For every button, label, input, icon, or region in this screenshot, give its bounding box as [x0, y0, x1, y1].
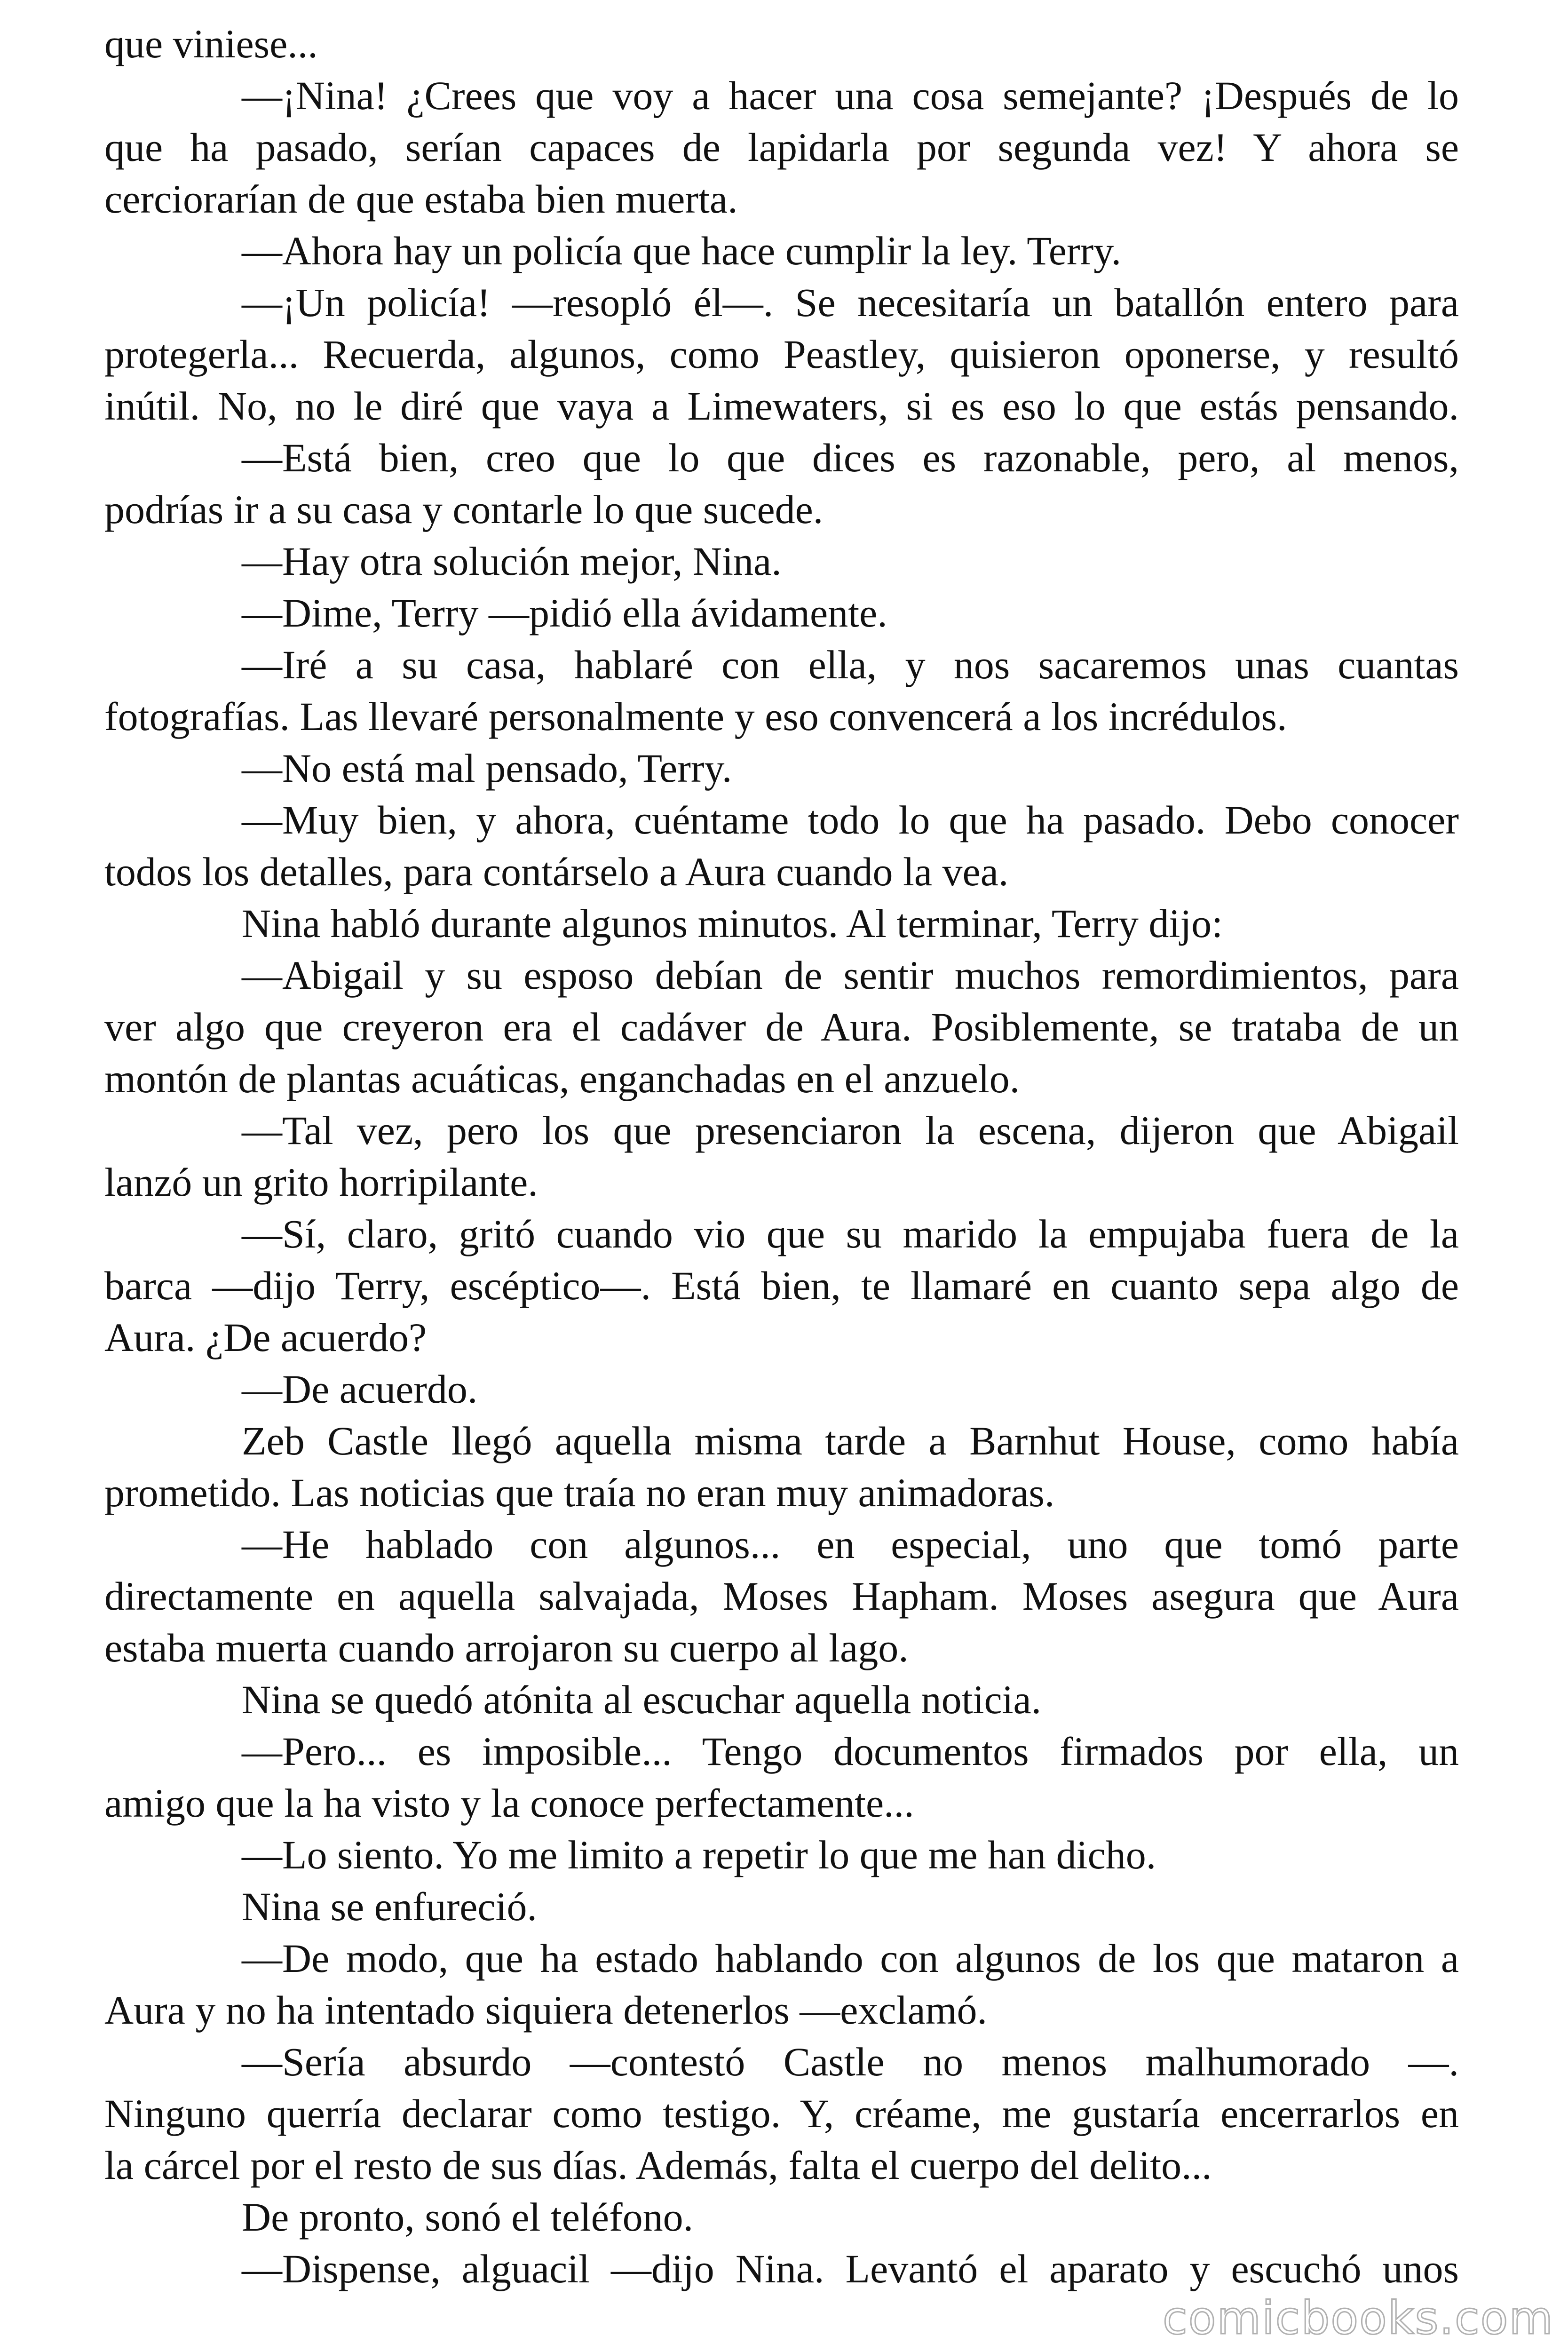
text-line: Nina se enfureció. [242, 1884, 537, 1929]
text-line: lanzó un grito horripilante. [104, 1160, 538, 1205]
text-line: barca —dijo Terry, escéptico—. Está bien, te llamaré en cuanto sepa algo de [104, 1263, 1459, 1308]
text-line: Aura y no ha intentado siquiera detenerlos —exclamó. [104, 1987, 988, 2033]
text-line: Nina habló durante algunos minutos. Al terminar, Terry dijo: [242, 901, 1223, 946]
text-line: inútil. No, no le diré que vaya a Limewaters, si es eso lo que estás pensando. [104, 383, 1459, 429]
text-line: Nina se quedó atónita al escuchar aquella noticia. [242, 1677, 1042, 1722]
text-line: —¡Nina! ¿Crees que voy a hacer una cosa semejante? ¡Después de lo [242, 73, 1459, 118]
text-line: —De modo, que ha estado hablando con algunos de los que mataron a [242, 1936, 1459, 1981]
text-line: —De acuerdo. [242, 1367, 478, 1412]
text-line: —Lo siento. Yo me limito a repetir lo que me han dicho. [242, 1832, 1156, 1877]
text-line: montón de plantas acuáticas, enganchadas en el anzuelo. [104, 1056, 1020, 1101]
text-line: —Dime, Terry —pidió ella ávidamente. [242, 590, 887, 636]
text-line: que ha pasado, serían capaces de lapidarla por segunda vez! Y ahora se [104, 125, 1459, 170]
text-line: prometido. Las noticias que traía no eran muy animadoras. [104, 1470, 1055, 1515]
body-text [104, 18, 1459, 2295]
text-line: Zeb Castle llegó aquella misma tarde a Barnhut House, como había [242, 1418, 1459, 1463]
text-line: todos los detalles, para contárselo a Aura cuando la vea. [104, 849, 1009, 894]
text-line: la cárcel por el resto de sus días. Además, falta el cuerpo del delito... [104, 2143, 1212, 2188]
text-line: —Iré a su casa, hablaré con ella, y nos sacaremos unas cuantas [242, 642, 1459, 687]
text-line: que viniese... [104, 21, 318, 66]
text-line: cerciorarían de que estaba bien muerta. [104, 176, 738, 222]
text-line: Aura. ¿De acuerdo? [104, 1315, 427, 1360]
text-line: —Tal vez, pero los que presenciaron la escena, dijeron que Abigail [242, 1108, 1459, 1153]
text-line: Ninguno querría declarar como testigo. Y, créame, me gustaría encerrarlos en [104, 2091, 1459, 2136]
watermark: comicbooks.com [1162, 2292, 1554, 2344]
text-line: —Ahora hay un policía que hace cumplir la ley. Terry. [242, 228, 1122, 273]
text-line: ver algo que creyeron era el cadáver de Aura. Posiblemente, se trataba de un [104, 1004, 1459, 1049]
text-line: fotografías. Las llevaré personalmente y eso convencerá a los incrédulos. [104, 694, 1287, 739]
text-line: protegerla... Recuerda, algunos, como Peastley, quisieron oponerse, y resultó [104, 332, 1459, 377]
text-line: —Muy bien, y ahora, cuéntame todo lo que ha pasado. Debo conocer [242, 797, 1459, 842]
text-line: —Sería absurdo —contestó Castle no menos malhumorado —. [242, 2039, 1459, 2084]
text-line: —Hay otra solución mejor, Nina. [242, 539, 782, 584]
text-line: podrías ir a su casa y contarle lo que sucede. [104, 487, 824, 532]
text-line: —Está bien, creo que lo que dices es razonable, pero, al menos, [242, 435, 1459, 480]
text-line: amigo que la ha visto y la conoce perfectamente... [104, 1780, 914, 1826]
text-line: —Pero... es imposible... Tengo documentos firmados por ella, un [242, 1729, 1459, 1774]
text-line: —No está mal pensado, Terry. [242, 746, 732, 791]
text-line: directamente en aquella salvajada, Moses Hapham. Moses asegura que Aura [104, 1573, 1459, 1619]
text-line: —¡Un policía! —resopló él—. Se necesitaría un batallón entero para [242, 280, 1459, 325]
text-line: —He hablado con algunos... en especial, uno que tomó parte [242, 1522, 1459, 1567]
text-line: —Dispense, alguacil —dijo Nina. Levantó el aparato y escuchó unos [242, 2246, 1459, 2291]
text-line: —Sí, claro, gritó cuando vio que su marido la empujaba fuera de la [242, 1211, 1459, 1256]
text-line: De pronto, sonó el teléfono. [242, 2194, 694, 2240]
text-line: —Abigail y su esposo debían de sentir muchos remordimientos, para [242, 953, 1459, 998]
text-line: estaba muerta cuando arrojaron su cuerpo al lago. [104, 1625, 909, 1670]
